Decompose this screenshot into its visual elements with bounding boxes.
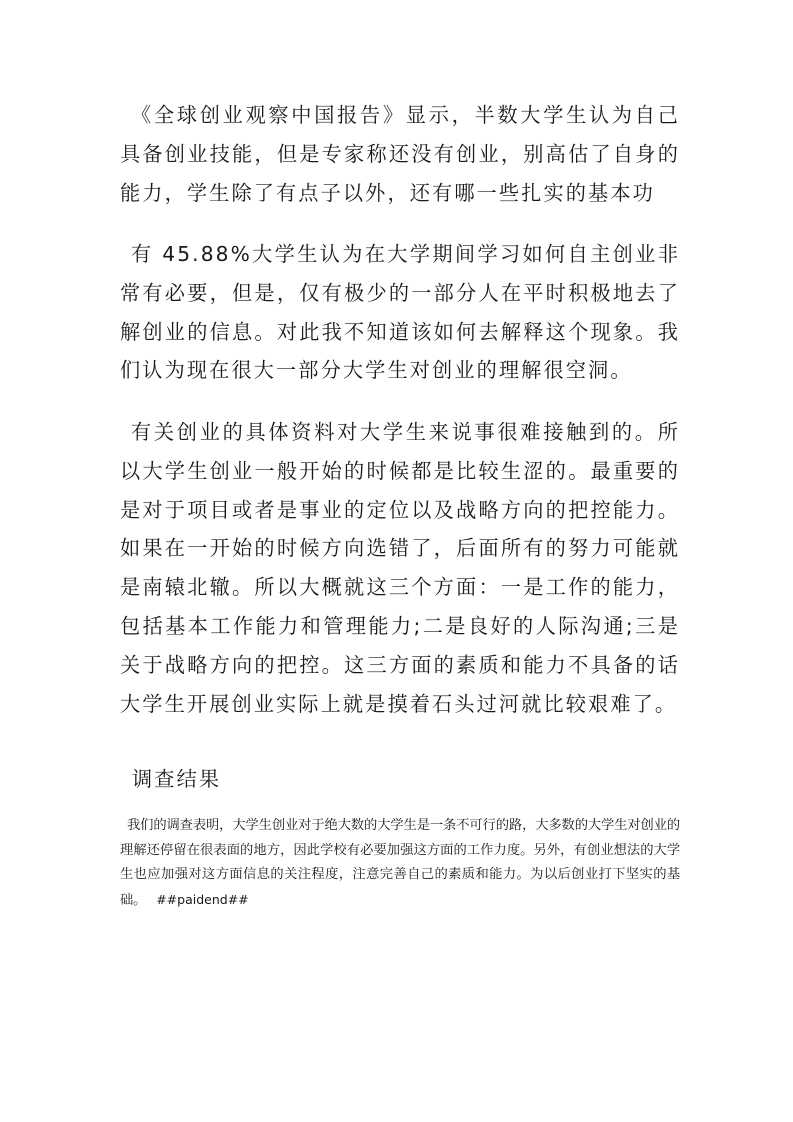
paragraph-conclusion bbox=[120, 814, 680, 913]
end-marker: ##paidend## bbox=[156, 891, 249, 907]
paragraph-report-intro: 《全球创业观察中国报告》显示，半数大学生认为自己具备创业技能，但是专家称还没有创业，别高估了自身的能力，学生除了有点子以外，还有哪一些扎实的基本功 bbox=[120, 103, 680, 205]
paragraph-entrepreneurship-abilities: 有关创业的具体资料对大学生来说事很难接触到的。所以大学生创业一般开始的时候都是比较生涩的。最重要的是对于项目或者是事业的定位以及战略方向的把控能力。如果在一开始的时候方向选错了，后面所有的努力可能就是南辕北辙。所以大概就这三个方面：一是工作的能力，包括基本工作能力和管理能力;二是良好的人际沟通;三是关于战略方向的把控。这三方面的素质和能力不具备的话大学生开展创业实际上就是摸着石头过河就比较艰难了。 bbox=[120, 420, 680, 716]
conclusion-text: 我们的调查表明，大学生创业对于绝大数的大学生是一条不可行的路，大多数的大学生对创业的理解还停留在很表面的地方，因此学校有必要加强这方面的工作力度。另外，有创业想法的大学生也应加强对这方面信息的关注程度，注意完善自己的素质和能力。为以后创业打下坚实的基础。 bbox=[120, 818, 680, 908]
section-heading-survey-results: 调查结果 bbox=[132, 767, 222, 791]
paragraph-survey-statistic: 有 45.88%大学生认为在大学期间学习如何自主创业非常有必要，但是，仅有极少的一部分人在平时积极地去了解创业的信息。对此我不知道该如何去解释这个现象。我们认为现在很大一部分大学生对创业的理解很空洞。 bbox=[120, 242, 680, 383]
